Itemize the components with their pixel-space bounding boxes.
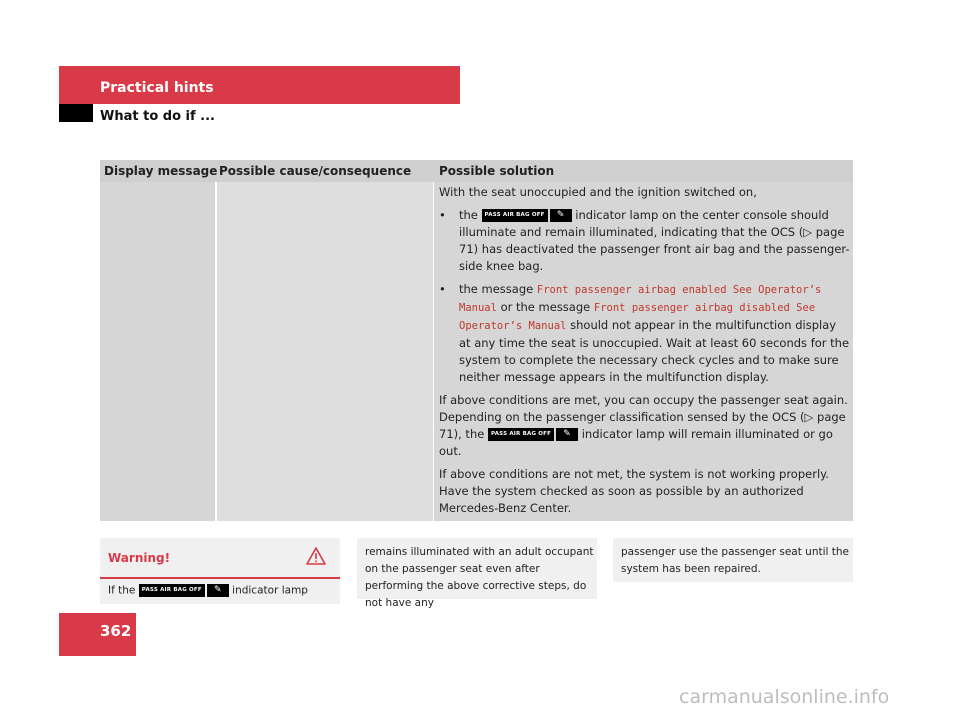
solution-text (439, 184, 851, 523)
display-message-cell (100, 182, 215, 521)
solution-paragraph: If above conditions are met, you can occupy the passenger seat again. Depending on the passenger classification sensed by the OCS (▷ page 71), the PASS AIR BAG OFF ✎ indicator lamp will remain illuminated or go out. (439, 393, 848, 458)
solution-paragraph: If above conditions are not met, the system is not working properly. Have the system checked as soon as possible by an authorized Mercedes-Benz Center. (439, 467, 829, 515)
warning-text: If the PASS AIR BAG OFF ✎ indicator lamp (108, 584, 308, 597)
passenger-seat-icon: ✎ (556, 428, 578, 441)
display-message: Front passenger airbag disabled See Operator’s Manual (459, 302, 816, 332)
warning-title: Warning! (108, 551, 171, 565)
page-number: 362 (100, 622, 132, 640)
pass-airbag-off-indicator: PASS AIR BAG OFF ✎ (139, 584, 229, 597)
warning-continuation: passenger use the passenger seat until the system has been repaired. (613, 538, 853, 582)
passenger-seat-icon: ✎ (550, 209, 572, 222)
section-subtitle: What to do if ... (100, 109, 215, 124)
section-title: Practical hints (100, 80, 214, 96)
warning-triangle-icon (306, 547, 326, 565)
col-solution-header: Possible solution (439, 164, 555, 178)
display-message: Front passenger airbag enabled See Operator’s Manual (459, 284, 822, 314)
col-display-header: Display message (104, 164, 218, 178)
pass-airbag-off-indicator: PASS AIR BAG OFF ✎ (488, 428, 578, 441)
list-item: • the PASS AIR BAG OFF ✎ indicator lamp on the center console should illuminate and remain illuminated, indicating that the OCS (▷ page 71) has deactivated the passenger front air bag and the passenger-side knee bag. (439, 208, 850, 273)
passenger-seat-icon: ✎ (207, 584, 229, 597)
header-marker (59, 104, 93, 122)
table-header (100, 160, 853, 182)
cause-cell (217, 182, 433, 521)
pass-airbag-off-indicator: PASS AIR BAG OFF ✎ (482, 209, 572, 222)
list-item: • the message Front passenger airbag enabled See Operator’s Manual or the message Front passenger airbag disabled See Operator’s Manual should not appear in the multifunction display at any time the seat is unoccupied. Wait at least 60 seconds for the system to complete the necessary check cycles and to make sure neither message appears in the multifunction display. (439, 282, 850, 384)
col-cause-header: Possible cause/consequence (219, 164, 412, 178)
warning-continuation: remains illuminated with an adult occupant on the passenger seat even after performing the above corrective steps, do not have any (357, 538, 597, 599)
solution-intro: With the seat unoccupied and the ignition switched on, (439, 185, 757, 199)
watermark: carmanualsonline.info (679, 686, 890, 708)
